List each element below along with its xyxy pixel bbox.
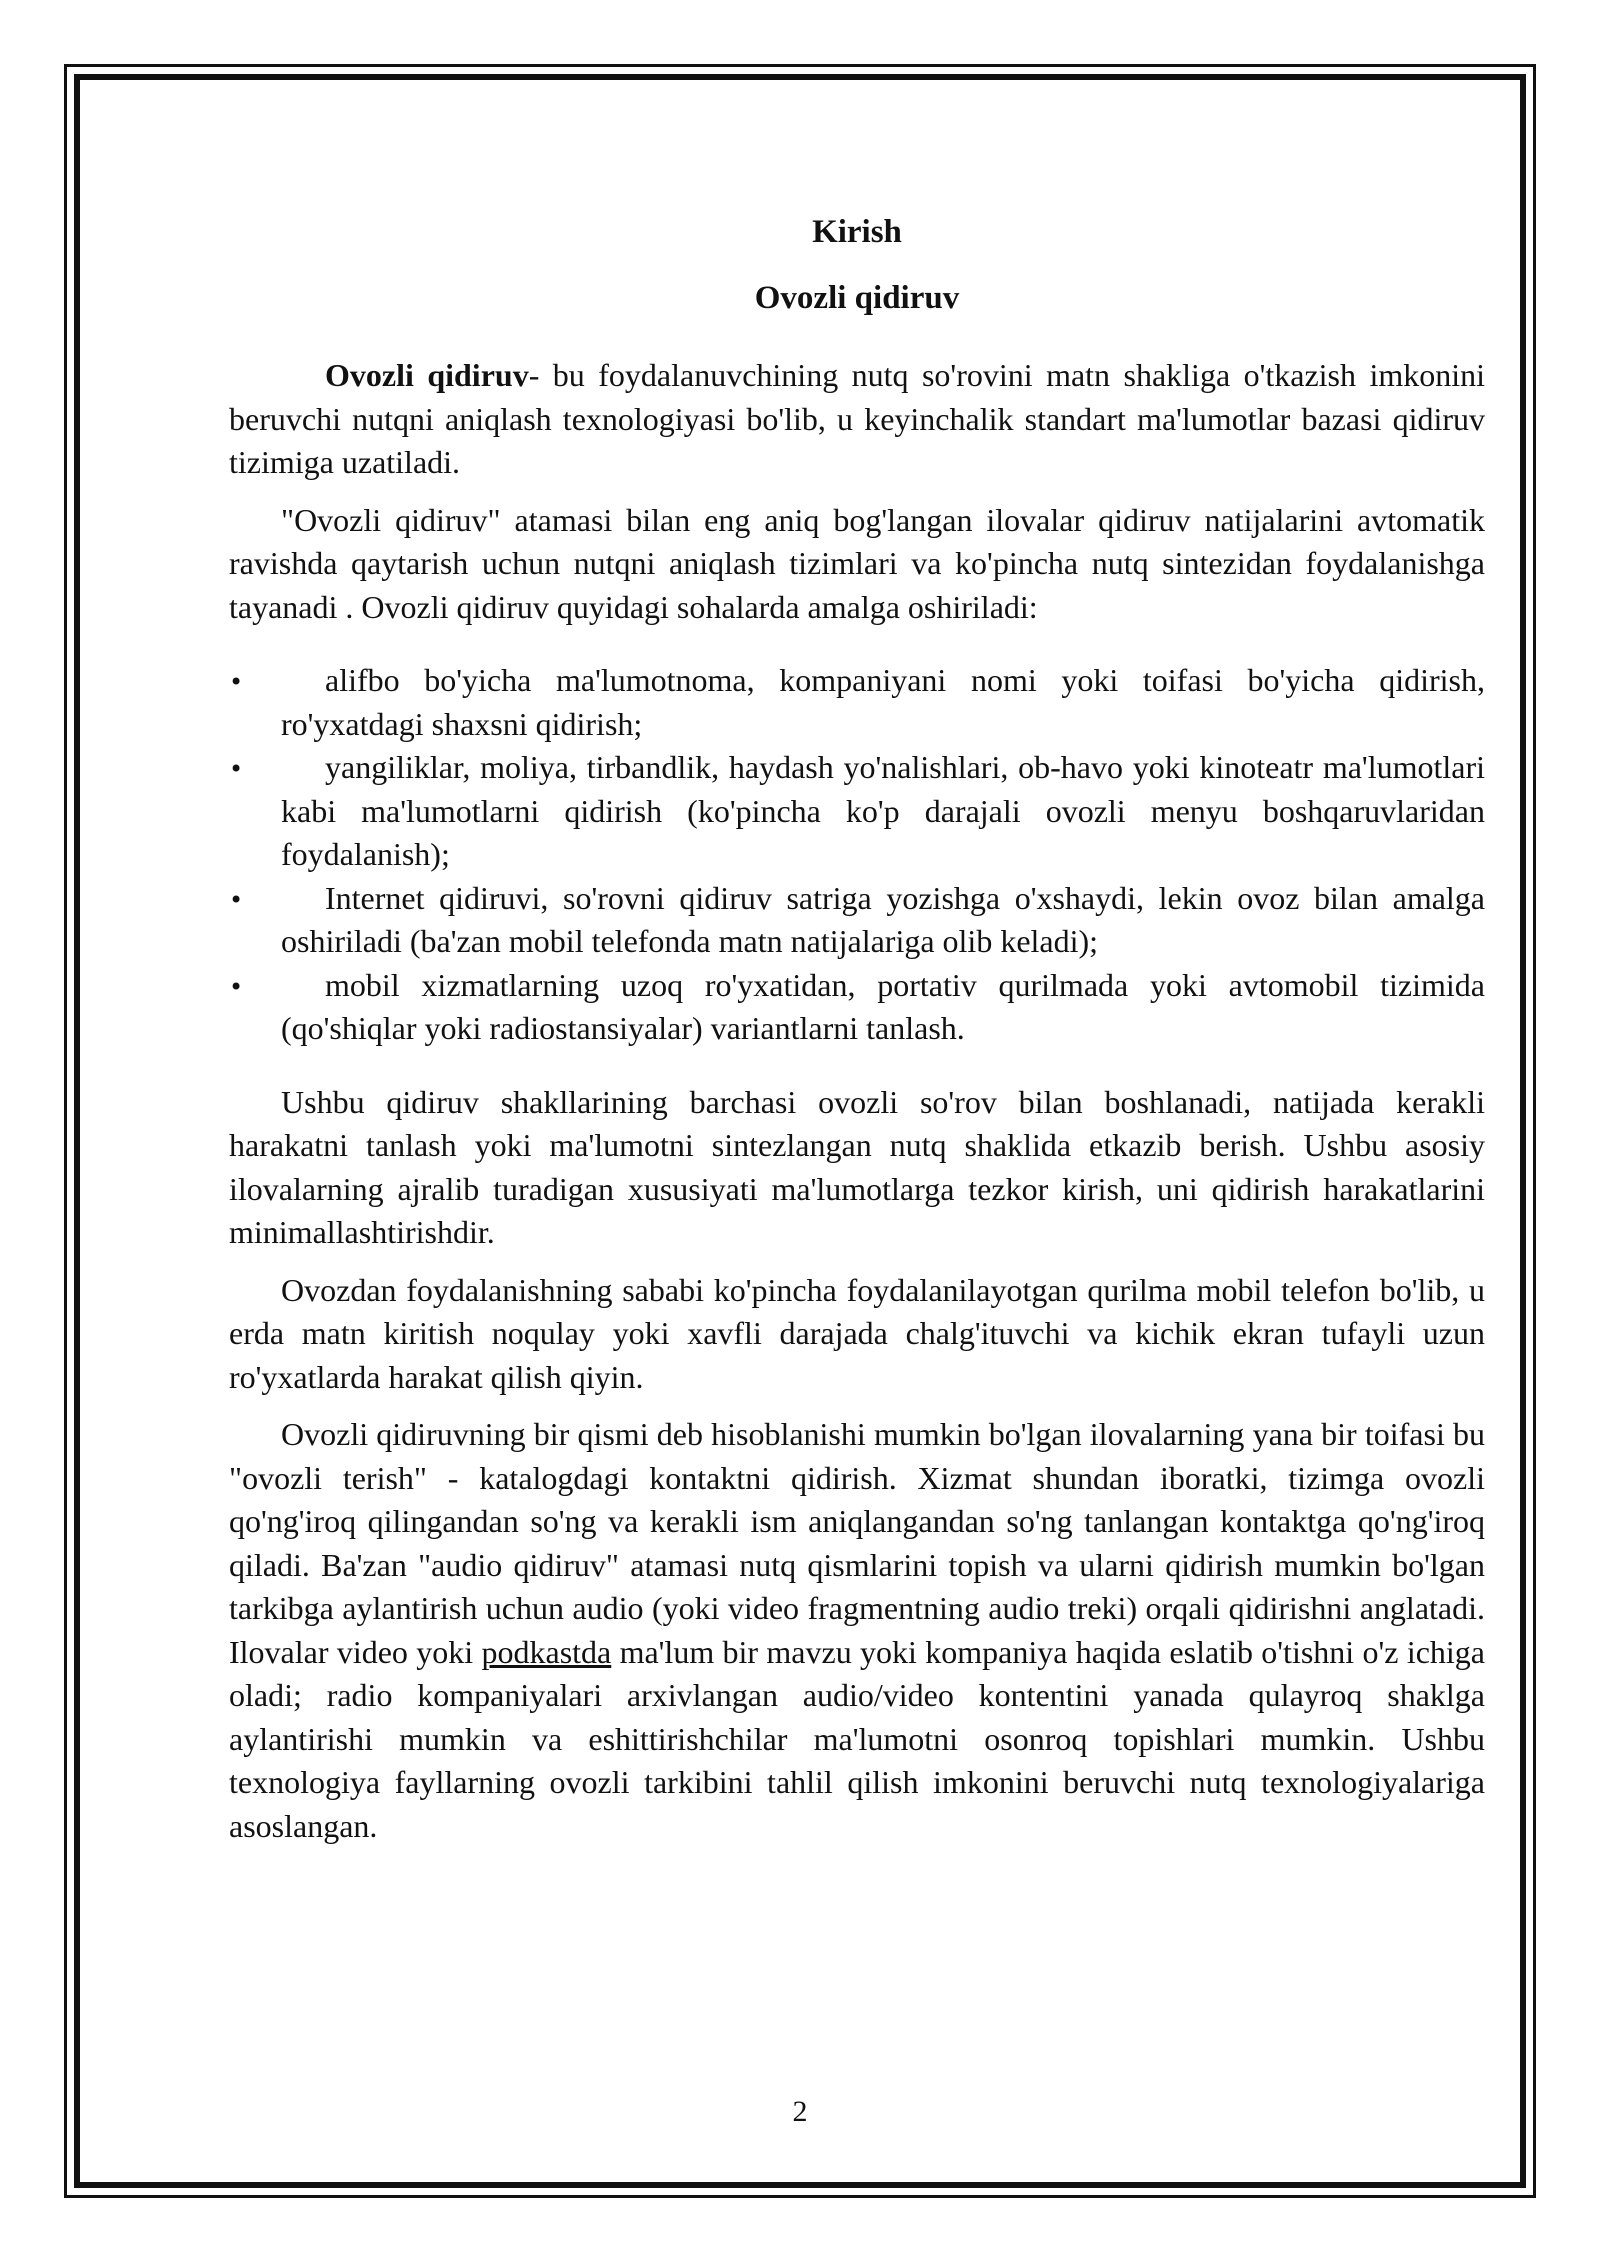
paragraph-5 <box>229 1413 1485 1848</box>
paragraph-2: "Ovozli qidiruv" atamasi bilan eng aniq bog'langan ilovalar qidiruv natijalarini avtomatik ravishda qaytarish uchun nutqni aniqlash tizimlari va ko'pincha nutq sintezidan foydalanishga tayanadi . Ovozli qidiruv quyidagi sohalarda amalga oshiriladi: <box>229 501 1485 625</box>
list-item-text: alifbo bo'yicha ma'lumotnoma, kompaniyani nomi yoki toifasi bo'yicha qidirish, ro'yxatdagi shaxsni qidirish; <box>281 662 1485 742</box>
list-item <box>229 659 1485 746</box>
list-item-text: yangiliklar, moliya, tirbandlik, haydash yo'nalishlari, ob-havo yoki kinoteatr ma'lumotlari kabi ma'lumotlarni qidirish (ko'pincha ko'p darajali ovozli menyu boshqaruvlaridan foydalanish); <box>281 749 1485 872</box>
bullet-icon: • <box>229 972 244 1001</box>
intro-bold-term: Ovozli qidiruv <box>325 357 529 393</box>
bullet-icon: • <box>229 885 244 914</box>
intro-text: - bu foydalanuvchining nutq so'rovini matn shakliga o'tkazish imkonini beruvchi nutqni aniqlash texnologiyasi bo'lib, u keyinchalik standart ma'lumotlar bazasi qidiruv tizimiga uzatiladi. <box>229 357 1486 480</box>
intro-paragraph <box>229 354 1485 485</box>
section-subtitle: Ovozli qidiruv <box>754 280 960 316</box>
paragraph-5-part-1: Ovozli qidiruvning bir qismi deb hisoblanishi mumkin bo'lgan ilovalarning yana bir toifasi bu "ovozli terish" - katalogdagi kontaktni qidirish. Xizmat shundan iboratki, tizimga ovozli qo'ng'iroq qilingandan so'ng va kerakli ism aniqlangandan so'ng tanlangan kontaktga qo'ng'iroq qiladi. Ba'zan "audio qidiruv" atamasi nutq qismlarini topish va ularni qidirish mumkin bo'lgan tarkibga aylantirish uchun audio (yoki video fragmentning audio treki) orqali qidirishni anglatadi. Ilovalar video yoki <box>229 1416 1485 1670</box>
document-body <box>229 210 1485 1848</box>
paragraph-5-part-2: ma'lum bir mavzu yoki kompaniya haqida eslatib o'tishni o'z ichiga oladi; radio kompaniyalari arxivlangan audio/video kontentini yanada qulayroq shaklga aylantirishi mumkin va eshittirishchilar ma'lumotni osonroq topishlari mumkin. Ushbu texnologiya fayllarning ovozli tarkibini tahlil qilish imkonini beruvchi nutq texnologiyalariga asoslangan. <box>229 1633 1486 1844</box>
section-title: Kirish <box>812 214 902 250</box>
list-item-text: Internet qidiruvi, so'rovni qidiruv satriga yozishga o'xshaydi, lekin ovoz bilan amalga oshiriladi (ba'zan mobil telefonda matn natijalariga olib keladi); <box>281 879 1485 959</box>
paragraph-3: Ushbu qidiruv shakllarining barchasi ovozli so'rov bilan boshlanadi, natijada kerakli harakatni tanlash yoki ma'lumotni sintezlangan nutq shaklida etkazib berish. Ushbu asosiy ilovalarning ajralib turadigan xususiyati ma'lumotlarga tezkor kirish, uni qidirish harakatlarini minimallashtirishdir. <box>229 1083 1485 1250</box>
bullet-list <box>229 659 1485 1051</box>
list-item <box>229 877 1485 964</box>
paragraph-4: Ovozdan foydalanishning sababi ko'pincha foydalanilayotgan qurilma mobil telefon bo'lib, u erda matn kiritish noqulay yoki xavfli darajada chalg'ituvchi va kichik ekran tufayli uzun ro'yxatlarda harakat qilish qiyin. <box>229 1271 1485 1395</box>
bullet-icon: • <box>229 755 244 783</box>
bullet-icon: • <box>229 668 244 696</box>
list-item <box>229 964 1485 1051</box>
list-item-text: mobil xizmatlarning uzoq ro'yxatidan, portativ qurilmada yoki avtomobil tizimida (qo'shiqlar yoki radiostansiyalar) variantlarni tanlash. <box>281 966 1485 1046</box>
page-number: 2 <box>792 2095 808 2128</box>
podkastda-link[interactable]: podkastda <box>481 1633 612 1670</box>
list-item <box>229 746 1485 877</box>
